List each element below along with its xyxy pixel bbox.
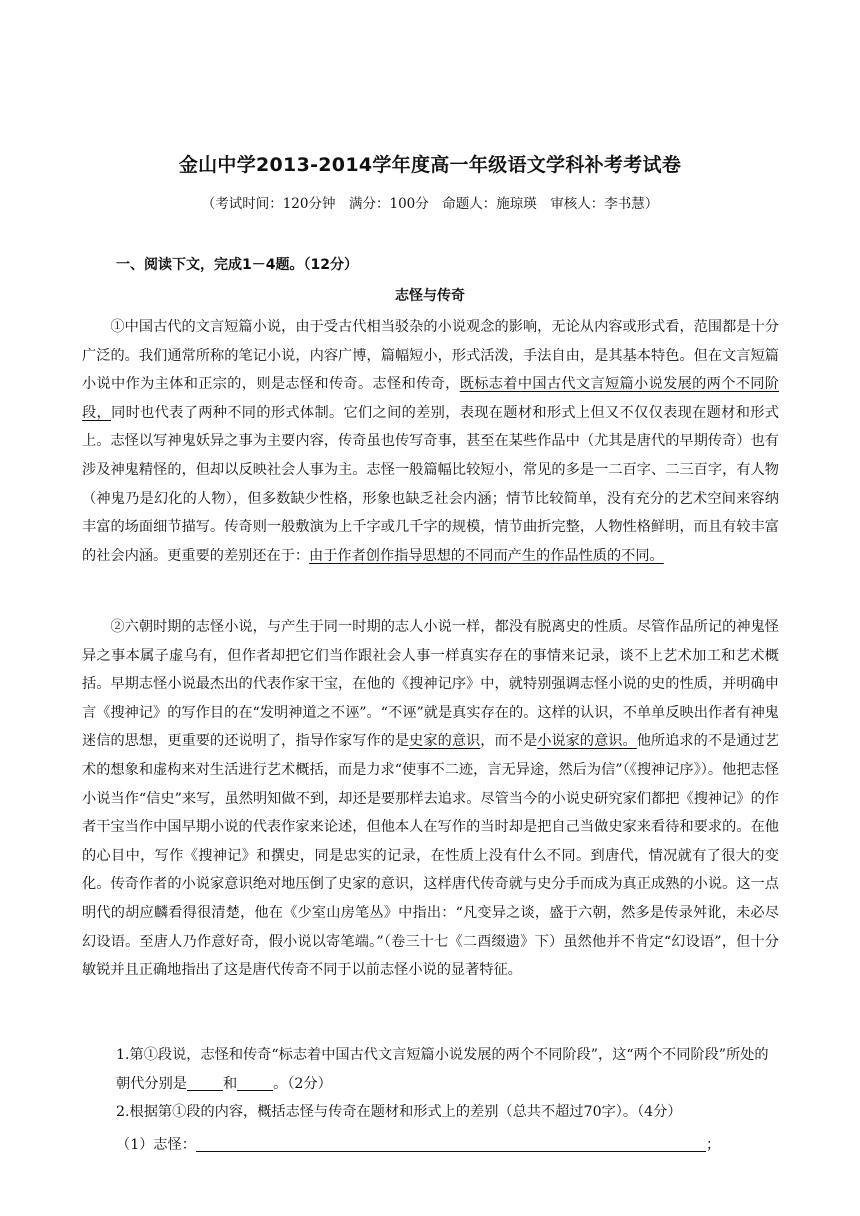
p2-text-c: 他所追求的不是通过艺术的想象和虚构来对生活进行艺术概括，而是力求“使事不二迹，言无异途，然后为信”（《搜神记序》）。他把志怪小说当作“信史”来写，虽然明知做不到，却还是要那样去追求。尽管当今的小说史研究家们都把《搜神记》的作者干宝当作中国早期小说的代表作家来论述，但他本人在写作的当时却是把自己当做史家来看待和要求的。在他的心目中，写作《搜神记》和撰史，同是忠实的记录，在性质上没有什么不同。到唐代，情况就有了很大的变化。传奇作者的小说家意识绝对地压倒了史家的意识，这样唐代传奇就与史分手而成为真正成熟的小说。这一点明代的胡应麟看得很清楚，他在《少室山房笔丛》中指出：“凡变异之谈，盛于六朝，然多是传录舛讹，未必尽幻设语。至唐人乃作意好奇，假小说以寄笔端。”（卷三十七《二酉缀遗》下）虽然他并不肯定“幻设语”，但十分敏锐并且正确地指出了这是唐代传奇不同于以前志怪小说的显著特征。 bbox=[82, 733, 779, 979]
q1-and: 和 bbox=[222, 1075, 238, 1092]
question-2: 2.根据第①段的内容，概括志怪与传奇在题材和形式上的差别（总共不超过70字）。（4分） bbox=[116, 1104, 682, 1120]
p1-underlined-2: 由于作者创作指导思想的不同而产生的作品性质的不同。 bbox=[309, 547, 664, 564]
p1-underlined-1: 既标志着中国古代文言短篇小说发展的两个不同阶段， bbox=[82, 376, 779, 421]
exam-subtitle: （考试时间：120分钟 满分：100分 命题人：施琼瑛 审核人：李书慧） bbox=[201, 196, 659, 212]
section-heading: 一、阅读下文，完成1－4题。（12分） bbox=[116, 257, 358, 273]
p1-text-b: 同时也代表了两种不同的形式体制。它们之间的差别，表现在题材和形式上但又不仅仅表现在题材和形式上。志怪以写神鬼妖异之事为主要内容，传奇虽也传写奇事，甚至在某些作品中（尤其是唐代的早期传奇）也有涉及神鬼精怪的，但却以反映社会人事为主。志怪一般篇幅比较短小，常见的多是一二百字、二三百字，有人物（神鬼乃是幻化的人物），但多数缺少性格，形象也缺乏社会内涵；情节比较简单，没有充分的艺术空间来容纳丰富的场面细节描写。传奇则一般敷演为上千字或几千字的规模，情节曲折完整，人物性格鲜明，而且有较丰富的社会内涵。更重要的差别还在于： bbox=[82, 404, 779, 564]
exam-title: 金山中学2013-2014学年度高一年级语文学科补考考试卷 bbox=[178, 154, 682, 176]
q2-1-answer-blank[interactable] bbox=[196, 1137, 706, 1152]
q2-1-label: （1）志怪： bbox=[116, 1137, 196, 1153]
p2-text-b: ，而不是 bbox=[480, 733, 538, 750]
p2-underlined-1: 史家的意识 bbox=[409, 733, 481, 750]
p1-text-a: ①中国古代的文言短篇小说，由于受古代相当驳杂的小说观念的影响，无论从内容或形式看，范围都是十分广泛的。我们通常所称的笔记小说，内容广博，篇幅短小，形式活泼，手法自由，是其基本特色。但在文言短篇小说中作为主体和正宗的，则是志怪和传奇。志怪和传奇， bbox=[82, 319, 779, 393]
article-title: 志怪与传奇 bbox=[395, 288, 465, 304]
p2-text-a: ②六朝时期的志怪小说，与产生于同一时期的志人小说一样，都没有脱离史的性质。尽管作品所记的神鬼怪异之事本属子虚乌有，但作者却把它们当作跟社会人事一样真实存在的事情来记录，谈不上艺术加工和艺术概括。早期志怪小说最杰出的代表作家干宝，在他的《搜神记序》中，就特别强调志怪小说的史的性质，并明确申言《搜神记》的写作目的在“发明神道之不诬”。“不诬”就是真实存在的。这样的认识，不单单反映出作者有神鬼迷信的思想，更重要的还说明了，指导作家写作的是 bbox=[82, 619, 779, 750]
q1-text: 1.第①段说，志怪和传奇“标志着中国古代文言短篇小说发展的两个不同阶段”，这“两个不同阶段”所处的朝代分别是 bbox=[116, 1047, 769, 1092]
q1-answer-blank-1[interactable] bbox=[187, 1075, 223, 1090]
q1-answer-blank-2[interactable] bbox=[237, 1075, 273, 1090]
q1-end: 。（2分） bbox=[273, 1075, 332, 1092]
q2-1-end: ； bbox=[705, 1137, 721, 1153]
p2-underlined-2: 小说家的意识。 bbox=[537, 733, 637, 750]
paragraph-1 bbox=[82, 313, 779, 570]
question-2-part-1 bbox=[116, 1131, 720, 1160]
paragraph-2 bbox=[82, 613, 779, 985]
question-1 bbox=[82, 1041, 779, 1098]
